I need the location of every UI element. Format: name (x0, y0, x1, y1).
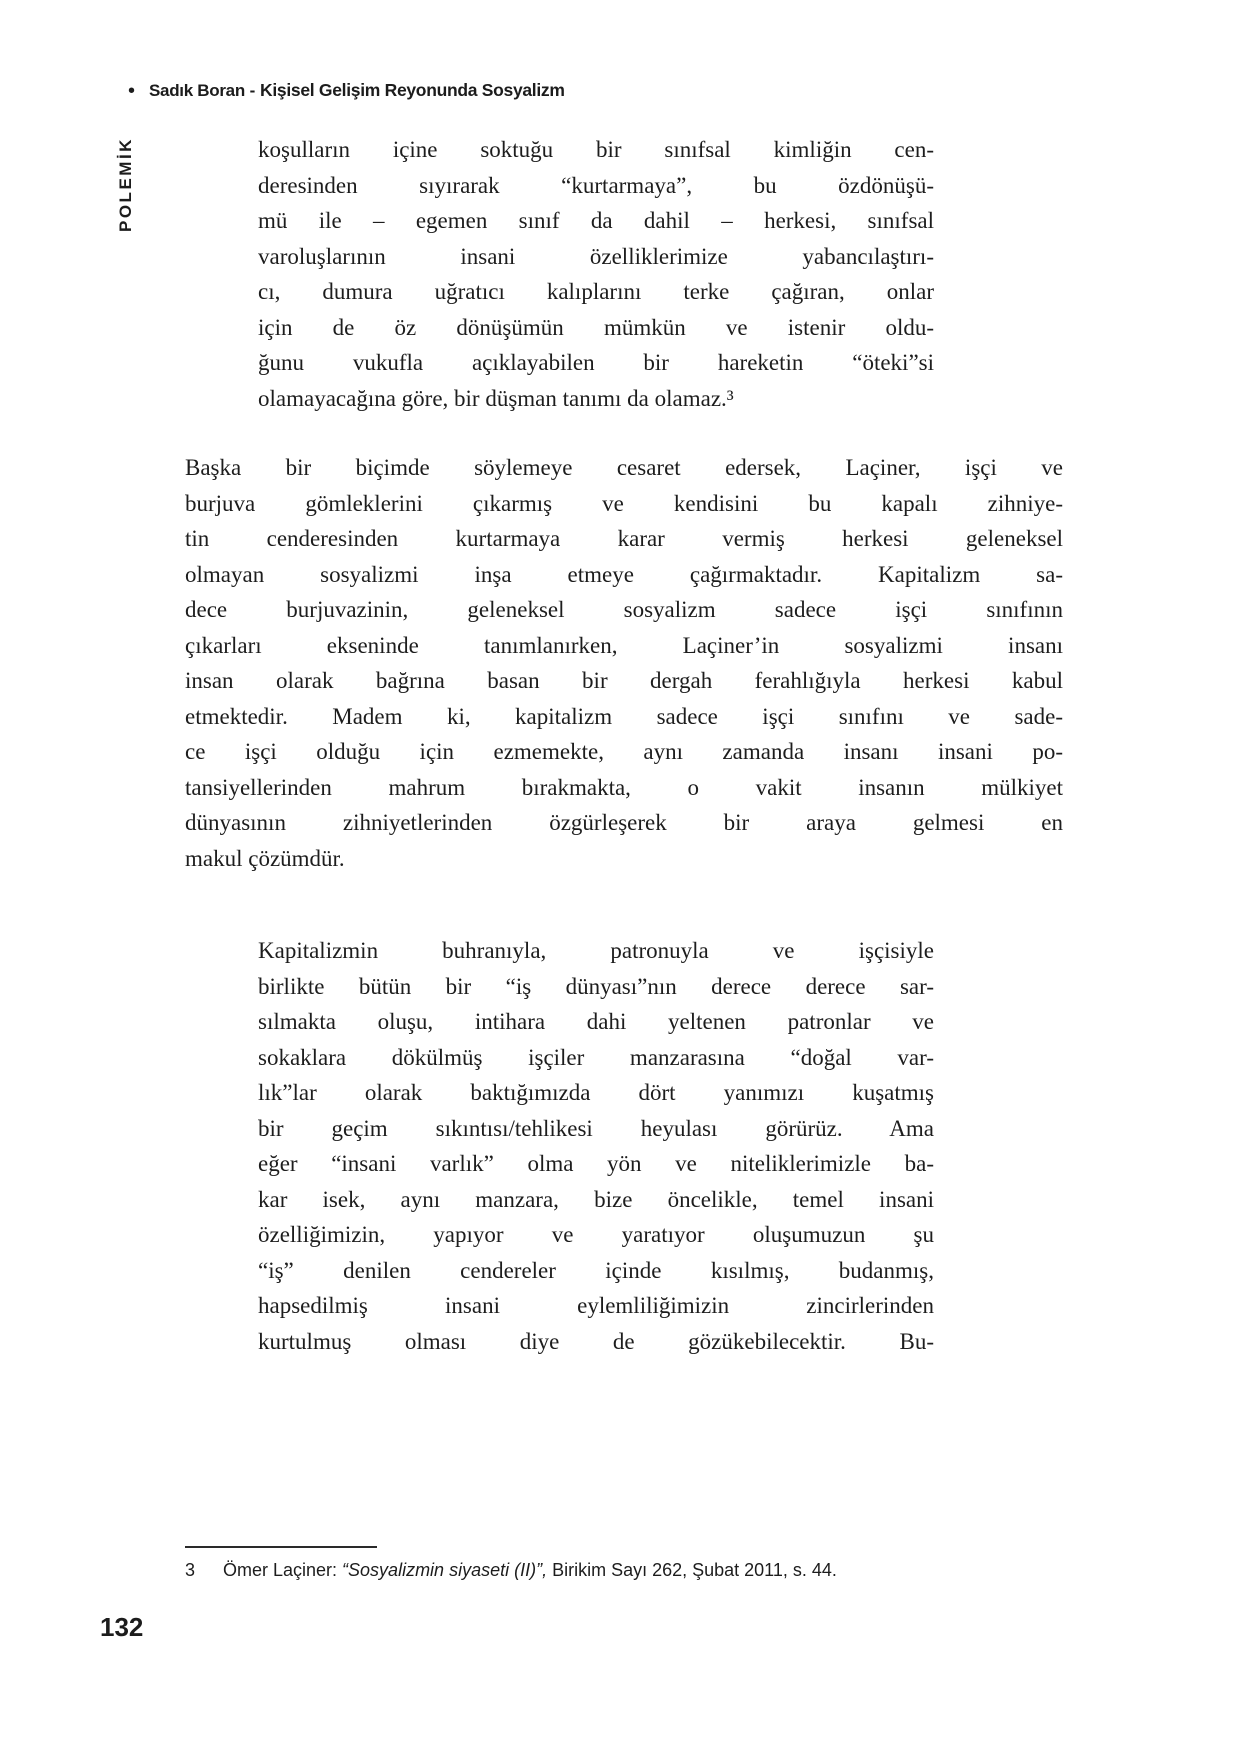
running-header (128, 80, 565, 101)
text-line: makul çözümdür. (185, 845, 345, 871)
footnote-separator (185, 1546, 377, 1548)
text-line: sokaklara dökülmüş işçiler manzarasına “doğal var- (258, 1044, 934, 1070)
page-number: 132 (100, 1612, 144, 1642)
header-chapter-title: Kişisel Gelişim Reyonunda Sosyalizm (260, 80, 565, 100)
text-line: için de öz dönüşümün mümkün ve istenir oldu- (258, 314, 934, 340)
text-line: lık”lar olarak baktığımızda dört yanımızı kuşatmış (258, 1080, 934, 1105)
text-line: dünyasının zihniyetlerinden özgürleşerek bir araya gelmesi en (185, 810, 1063, 835)
margin-section-label: POLEMİK (116, 137, 135, 232)
text-line: cı, dumura uğratıcı kalıplarını terke çağıran, onlar (258, 279, 934, 304)
text-line: deresinden sıyırarak “kurtarmaya”, bu özdönüşü- (258, 172, 934, 198)
text-line: varoluşlarının insani özelliklerimize yabancılaştırı- (258, 243, 934, 269)
header-author: Sadık Boran (149, 80, 245, 100)
text-line: etmektedir. Madem ki, kapitalizm sadece işçi sınıfını ve sade- (185, 703, 1063, 729)
text-line: insan olarak bağrına basan bir dergah ferahlığıyla herkesi kabul (185, 668, 1063, 693)
block-quote-1 (258, 132, 934, 416)
bullet-icon: • (128, 79, 136, 102)
text-line: ğunu vukufla açıklayabilen bir hareketin “öteki”si (258, 350, 934, 375)
block-quote-2 (258, 933, 934, 1359)
text-line: sılmakta oluşu, intihara dahi yeltenen patronlar ve (258, 1009, 934, 1034)
footnote (185, 1558, 1075, 1582)
text-line: tin cenderesinden kurtarmaya karar vermiş herkesi geleneksel (185, 526, 1063, 551)
text-line: özelliğimizin, yapıyor ve yaratıyor oluşumuzun şu (258, 1222, 934, 1247)
text-line: mü ile – egemen sınıf da dahil – herkesi, sınıfsal (258, 208, 934, 233)
text-line: birlikte bütün bir “iş dünyası”nın derece derece sar- (258, 973, 934, 999)
text-line: Başka bir biçimde söylemeye cesaret edersek, Laçiner, işçi ve (185, 455, 1063, 480)
footnote-text-italic: “Sosyalizmin siyaseti (II)”, (342, 1560, 548, 1580)
text-line: burjuva gömleklerini çıkarmış ve kendisini bu kapalı zihniye- (185, 490, 1063, 516)
text-line: dece burjuvazinin, geleneksel sosyalizm sadece işçi sınıfının (185, 597, 1063, 622)
text-line: kar isek, aynı manzara, bize öncelikle, temel insani (258, 1186, 934, 1212)
text-line: çıkarları ekseninde tanımlanırken, Laçiner’in sosyalizmi insanı (185, 632, 1063, 658)
footnote-number: 3 (185, 1560, 196, 1580)
footnote-text-suffix: Birikim Sayı 262, Şubat 2011, s. 44. (547, 1560, 837, 1580)
body-paragraph (185, 450, 1063, 876)
text-line: eğer “insani varlık” olma yön ve niteliklerimizle ba- (258, 1151, 934, 1176)
text-line: tansiyellerinden mahrum bırakmakta, o vakit insanın mülkiyet (185, 774, 1063, 800)
footnote-text-prefix: Ömer Laçiner: (223, 1560, 343, 1580)
text-line: ce işçi olduğu için ezmemekte, aynı zamanda insanı insani po- (185, 739, 1063, 764)
header-separator: - (244, 80, 261, 100)
text-line: bir geçim sıkıntısı/tehlikesi heyulası görürüz. Ama (258, 1115, 934, 1141)
text-line: hapsedilmiş insani eylemliliğimizin zincirlerinden (258, 1293, 934, 1318)
text-line: koşulların içine soktuğu bir sınıfsal kimliğin cen- (258, 137, 934, 162)
text-line: Kapitalizmin buhranıyla, patronuyla ve işçisiyle (258, 938, 934, 963)
text-line: kurtulmuş olması diye de gözükebilecektir. Bu- (258, 1328, 934, 1354)
text-line: olmayan sosyalizmi inşa etmeye çağırmaktadır. Kapitalizm sa- (185, 561, 1063, 587)
text-line: olamayacağına göre, bir düşman tanımı da olamaz.³ (258, 385, 734, 411)
text-line: “iş” denilen cendereler içinde kısılmış, budanmış, (258, 1257, 934, 1283)
